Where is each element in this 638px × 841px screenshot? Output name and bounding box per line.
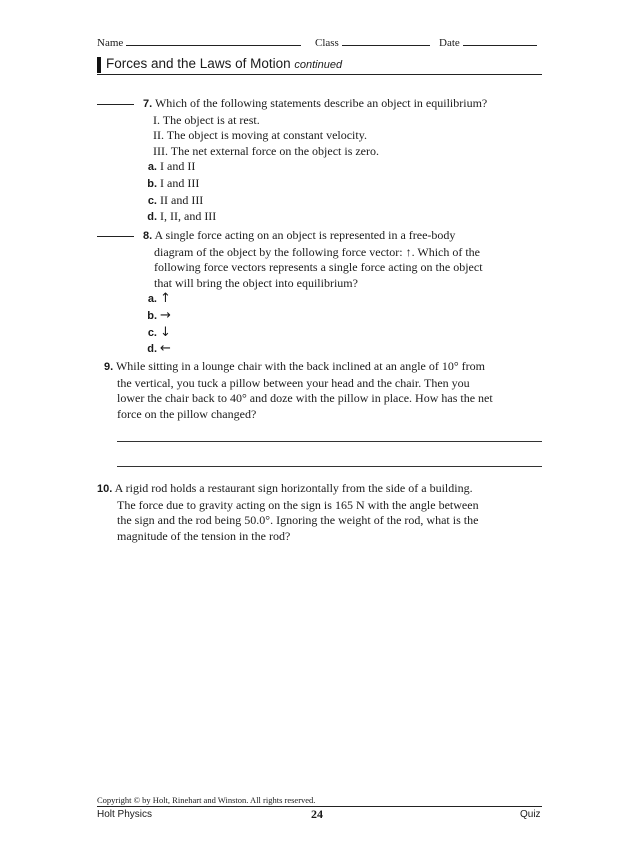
q9-line-3: lower the chair back to 40° and doze with the pillow in place. How has the net xyxy=(117,391,493,406)
q9-line-1: While sitting in a lounge chair with the back inclined at an angle of 10° from xyxy=(115,359,486,373)
q8-option-d: d. ← xyxy=(147,341,171,357)
q10-line-2: The force due to gravity acting on the sign is 165 N with the angle between xyxy=(117,497,479,512)
q8-stem-line-4: that will bring the object into equilibrium? xyxy=(154,275,358,290)
q7-statement-3: III. The net external force on the object is zero. xyxy=(153,143,380,158)
q7-option-c: c. II and III xyxy=(147,192,204,207)
q8-stem-line-3: following force vectors represents a single force acting on the object xyxy=(154,260,483,275)
q9-line-4: force on the pillow changed? xyxy=(117,406,257,421)
q10-number: 10. xyxy=(97,483,113,495)
q7-statement-2: II. The object is moving at constant velocity. xyxy=(153,128,367,143)
footer-section-label: Quiz xyxy=(520,809,541,820)
q8-stem-line-1: A single force acting on an object is represented in a free-body xyxy=(154,228,456,242)
date-field xyxy=(439,36,537,49)
up-arrow-icon: ↑ xyxy=(160,291,171,307)
q9-answer-line-2[interactable] xyxy=(117,466,542,467)
down-arrow-icon: ↓ xyxy=(160,324,171,340)
left-arrow-icon: ← xyxy=(160,341,171,357)
question-10 xyxy=(97,481,479,544)
right-arrow-icon: → xyxy=(160,307,171,323)
page-title xyxy=(106,56,342,71)
q8-option-a: a. ↑ xyxy=(147,291,171,307)
title-continued: continued xyxy=(294,59,343,71)
date-blank[interactable] xyxy=(463,36,537,46)
q7-stem: Which of the following statements describe an object in equilibrium? xyxy=(154,96,488,110)
q7-statement-1: I. The object is at rest. xyxy=(153,112,260,127)
q10-line-1: A rigid rod holds a restaurant sign horizontally from the side of a building. xyxy=(114,481,473,495)
name-label: Name xyxy=(97,37,124,49)
q10-line-4: magnitude of the tension in the rod? xyxy=(117,528,291,543)
class-blank[interactable] xyxy=(342,36,430,46)
q10-line-3: the sign and the rod being 50.0°. Ignoring the weight of the rod, what is the xyxy=(117,513,479,528)
page-number: 24 xyxy=(311,807,323,821)
question-8 xyxy=(143,228,483,358)
q7-option-a: a. I and II xyxy=(147,159,196,174)
copyright-notice: Copyright © by Holt, Rinehart and Winston. All rights reserved. xyxy=(97,795,316,805)
name-field xyxy=(97,36,301,49)
q8-number: 8. xyxy=(143,230,153,242)
question-7 xyxy=(143,96,487,226)
q9-answer-line-1[interactable] xyxy=(117,441,542,442)
q9-number: 9. xyxy=(104,361,114,373)
class-field xyxy=(315,36,430,49)
answer-blank-q7[interactable] xyxy=(97,104,134,105)
class-label: Class xyxy=(315,37,339,49)
question-9 xyxy=(104,359,493,422)
footer-book-title: Holt Physics xyxy=(97,809,153,820)
q8-option-b: b. → xyxy=(147,307,171,323)
name-blank[interactable] xyxy=(126,36,301,46)
answer-blank-q8[interactable] xyxy=(97,236,134,237)
section-title-bar xyxy=(97,56,542,75)
q8-option-c: c. ↓ xyxy=(147,324,171,340)
q8-stem-line-2: diagram of the object by the following force vector: ↑. Which of the xyxy=(154,244,481,259)
q9-line-2: the vertical, you tuck a pillow between your head and the chair. Then you xyxy=(117,375,470,390)
date-label: Date xyxy=(439,37,460,49)
title-marker xyxy=(97,57,101,73)
q7-option-b: b. I and III xyxy=(147,175,200,190)
q7-option-d: d. I, II, and III xyxy=(147,209,217,224)
title-main: Forces and the Laws of Motion xyxy=(106,56,291,71)
q7-number: 7. xyxy=(143,98,153,110)
